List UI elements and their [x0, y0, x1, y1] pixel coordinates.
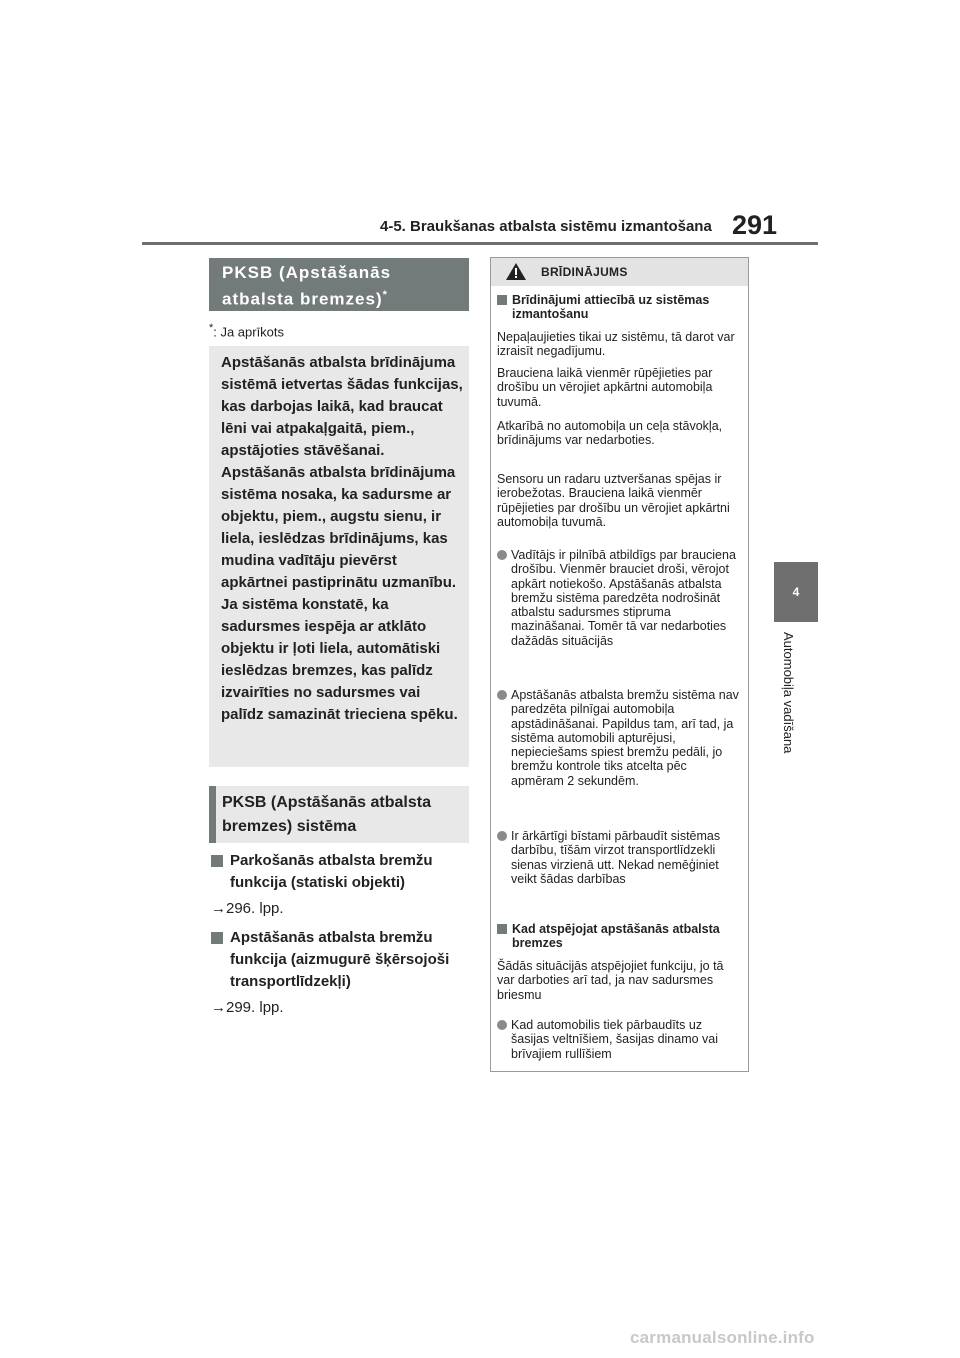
- square-bullet-icon: [497, 295, 507, 305]
- warning-paragraph: Atkarībā no automobiļa un ceļa stāvokļa, brīdinājums var nedarboties.: [497, 419, 723, 448]
- bullet-text: Apstāšanās atbalsta bremžu sistēma nav paredzēta pilnīgai automobiļa apstādināšanai. Papildus tam, arī tad, ja sistēma automobili apturējusi, nepieciešams spiest bremžu pedāli, jo bremžu kontrole tiks atcelta pēc apmēram 2 sekundēm.: [511, 688, 739, 788]
- watermark: carmanualsonline.info: [630, 1328, 815, 1347]
- warning-title: BRĪDINĀJUMS: [541, 265, 628, 279]
- warning-header: [491, 258, 748, 286]
- round-bullet-icon: [497, 690, 507, 700]
- warning-paragraph: Nepaļaujieties tikai uz sistēmu, tā darot var izraisīt negadījumu.: [497, 330, 735, 359]
- footnote-mark: *: [382, 289, 388, 301]
- warning-paragraph: Šādās situācijās atspējojiet funkciju, jo tā var darboties arī tad, ja nav sadursmes briesmu: [497, 959, 724, 1002]
- warning-paragraph: Sensoru un radaru uztveršanas spējas ir ierobežotas. Brauciena laikā vienmēr rūpējieties par drošību un vērojiet apkārtni automobiļa tuvumā.: [497, 472, 730, 529]
- warning-box: [490, 257, 749, 1072]
- item-rear-cross-traffic: [211, 927, 461, 995]
- footnote-marker: *: [209, 322, 214, 334]
- system-heading-line1: PKSB (Apstāšanās atbalsta: [222, 794, 431, 811]
- chapter-tab: 4: [774, 562, 818, 622]
- system-heading-line2: bremzes) sistēma: [222, 818, 357, 835]
- page-reference-link[interactable]: →299. lpp.: [211, 999, 284, 1016]
- bullet-text: Vadītājs ir pilnībā atbildīgs par brauciena drošību. Vienmēr brauciet droši, vērojot apkārt notiekošo. Apstāšanās atbalsta bremžu sistēma paredzēta nodrošināt atbalstu sadursmes stipruma mazināšanai. Tomēr tā var nedarboties dažādās situācijās: [511, 548, 736, 648]
- round-bullet-icon: [497, 550, 507, 560]
- section-title: 4-5. Braukšanas atbalsta sistēmu izmantošana: [380, 218, 712, 235]
- chapter-label: Automobiļa vadīšana: [781, 632, 796, 754]
- system-heading: [209, 786, 469, 843]
- round-bullet-icon: [497, 1020, 507, 1030]
- bullet-text: Ir ārkārtīgi bīstami pārbaudīt sistēmas darbību, tīšām virzot transportlīdzekli sienas virzienā utt. Nekad nemēģiniet veikt šādas darbības: [511, 829, 721, 886]
- page-number: 291: [732, 210, 778, 240]
- square-bullet-icon: [211, 855, 223, 867]
- heading-text: Kad atspējojat apstāšanās atbalsta bremzes: [512, 922, 720, 950]
- footnote: [209, 322, 284, 339]
- warning-paragraph: Brauciena laikā vienmēr rūpējieties par drošību un vērojiet apkārtni automobiļa tuvumā.: [497, 366, 713, 409]
- square-bullet-icon: [497, 924, 507, 934]
- warning-triangle-icon: [505, 262, 527, 281]
- heading-text: Brīdinājumi attiecībā uz sistēmas izmantošanu: [512, 293, 710, 321]
- item-parking-assist: [211, 850, 461, 896]
- item-title: Apstāšanās atbalsta bremžu funkcija (aizmugurē šķērsojoši transportlīdzekļi): [230, 929, 450, 990]
- footnote-text: : Ja aprīkots: [213, 324, 285, 340]
- intro-text: Apstāšanās atbalsta brīdinājuma sistēmā ietvertas šādas funkcijas, kas darbojas laikā, kad braucat lēni vai atpakaļgaitā, piem., apstājoties stāvēšanai. Apstāšanās atbalsta brīdinājuma sistēma nosaka, ka sadursme ar objektu, piem., augstu sienu, ir liela, ieslēdzas brīdinājums, kas mudina vadītāju pievērst apkārtnei pastiprinātu uzmanību. Ja sistēma konstatē, ka sadursmes iespēja ar atklāto objektu ir ļoti liela, automātiski ieslēdzas bremzes, kas palīdz izvairīties no sadursmes vai palīdz samazināt trieciena spēku.: [221, 354, 463, 723]
- intro-box: [209, 346, 469, 767]
- square-bullet-icon: [211, 932, 223, 944]
- pksb-heading-line1: PKSB (Apstāšanās: [222, 263, 392, 282]
- round-bullet-icon: [497, 831, 507, 841]
- item-title: Parkošanās atbalsta bremžu funkcija (statiski objekti): [230, 852, 433, 891]
- bullet-text: Kad automobilis tiek pārbaudīts uz šasijas veltnīšiem, šasijas dinamo vai brīvajiem rullīšiem: [511, 1018, 719, 1061]
- pksb-heading-line2: atbalsta bremzes): [222, 289, 383, 309]
- pksb-heading: [209, 258, 469, 311]
- header-rule: [142, 242, 818, 245]
- page-reference-link[interactable]: →296. lpp.: [211, 900, 284, 917]
